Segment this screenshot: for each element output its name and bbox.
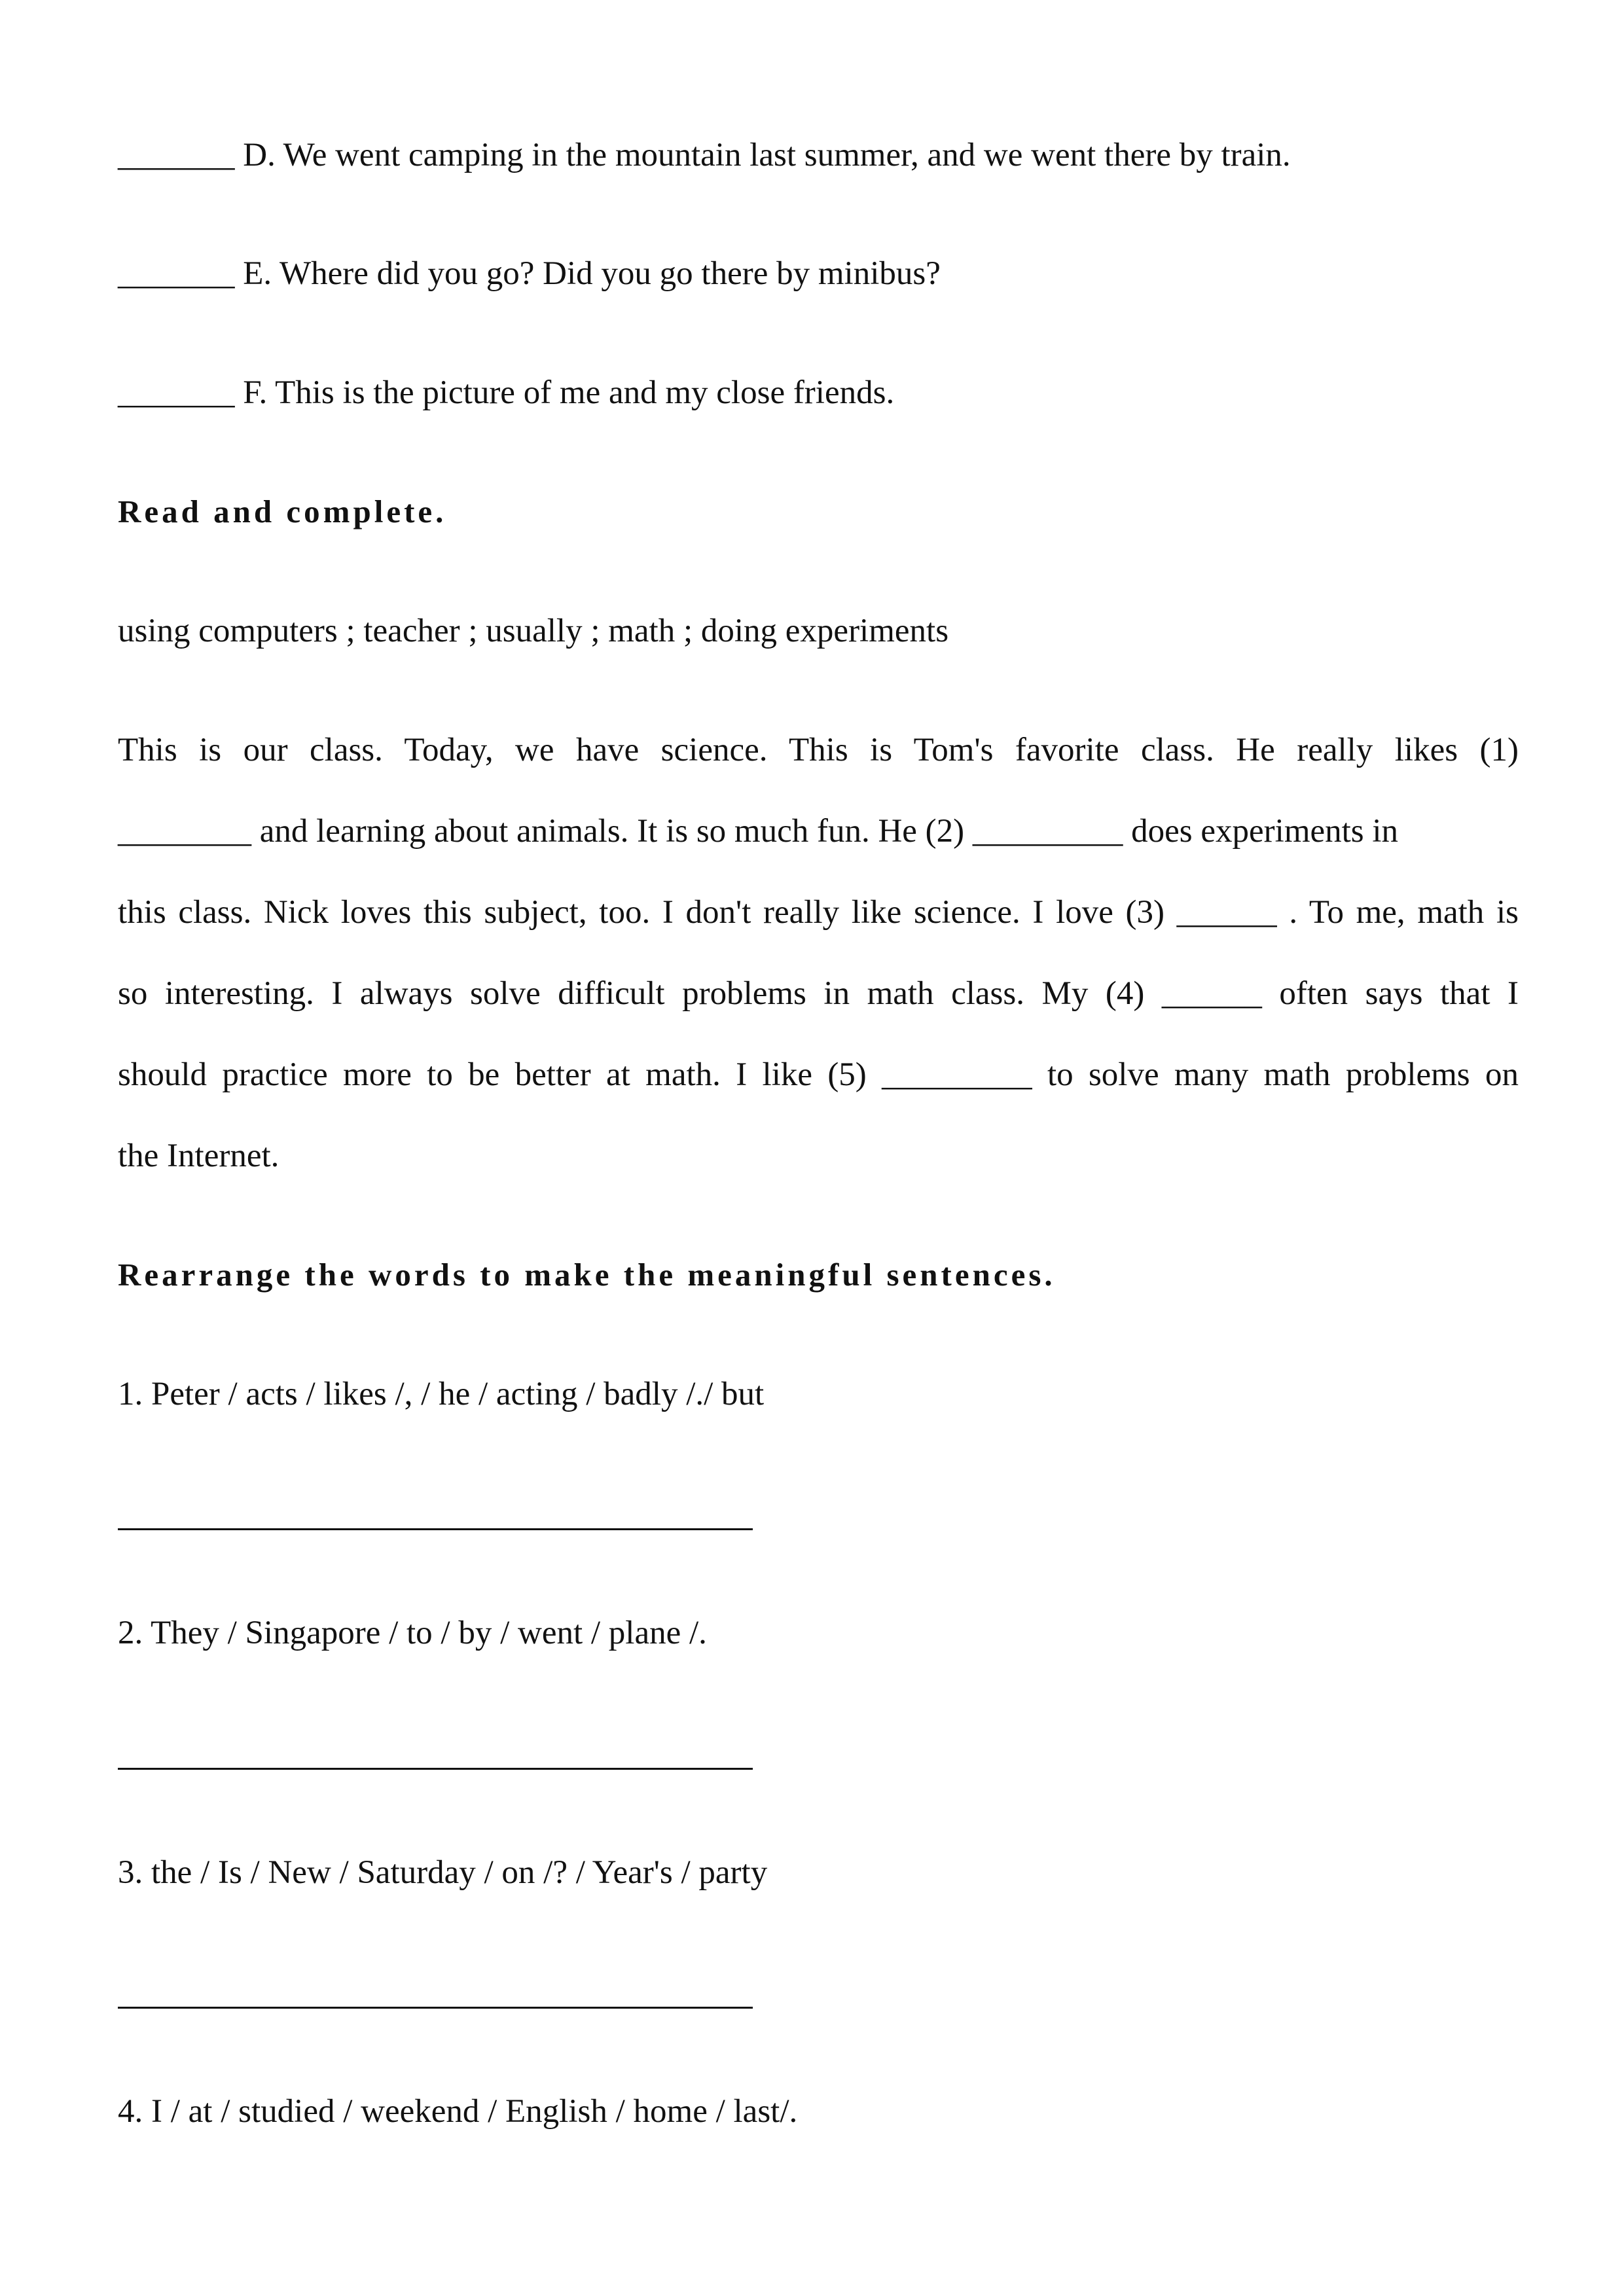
- paragraph-line: the Internet.: [118, 1138, 280, 1174]
- worksheet-page: [118, 0, 1519, 2296]
- paragraph-line: this class. Nick loves this subject, too. I don't really like science. I love (3) ______ . To me, math is: [118, 894, 1519, 931]
- rearrange-item-4: 4. I / at / studied / weekend / English / home / last/.: [118, 2093, 798, 2130]
- answer-line-2[interactable]: [118, 1768, 753, 1770]
- matching-item-d: _______ D. We went camping in the mountain last summer, and we went there by train.: [118, 137, 1291, 173]
- rearrange-item-1: 1. Peter / acts / likes /, / he / acting / badly /./ but: [118, 1376, 765, 1412]
- rearrange-heading: Rearrange the words to make the meaningful sentences.: [118, 1257, 1056, 1293]
- matching-item-f: _______ F. This is the picture of me and my close friends.: [118, 374, 895, 411]
- matching-item-e: _______ E. Where did you go? Did you go there by minibus?: [118, 255, 941, 292]
- rearrange-item-3: 3. the / Is / New / Saturday / on /? / Year's / party: [118, 1854, 768, 1891]
- paragraph-line: so interesting. I always solve difficult problems in math class. My (4) ______ often says that I: [118, 975, 1519, 1012]
- read-complete-heading: Read and complete.: [118, 493, 447, 529]
- answer-line-3[interactable]: [118, 2007, 753, 2009]
- paragraph-line: ________ and learning about animals. It is so much fun. He (2) _________ does experiments in: [118, 813, 1399, 850]
- paragraph-line: should practice more to be better at math. I like (5) _________ to solve many math problems on: [118, 1056, 1519, 1093]
- rearrange-item-2: 2. They / Singapore / to / by / went / plane /.: [118, 1615, 707, 1651]
- answer-line-1[interactable]: [118, 1528, 753, 1530]
- paragraph-line: This is our class. Today, we have science. This is Tom's favorite class. He really likes (1): [118, 732, 1519, 768]
- word-bank: using computers ; teacher ; usually ; math ; doing experiments: [118, 613, 949, 649]
